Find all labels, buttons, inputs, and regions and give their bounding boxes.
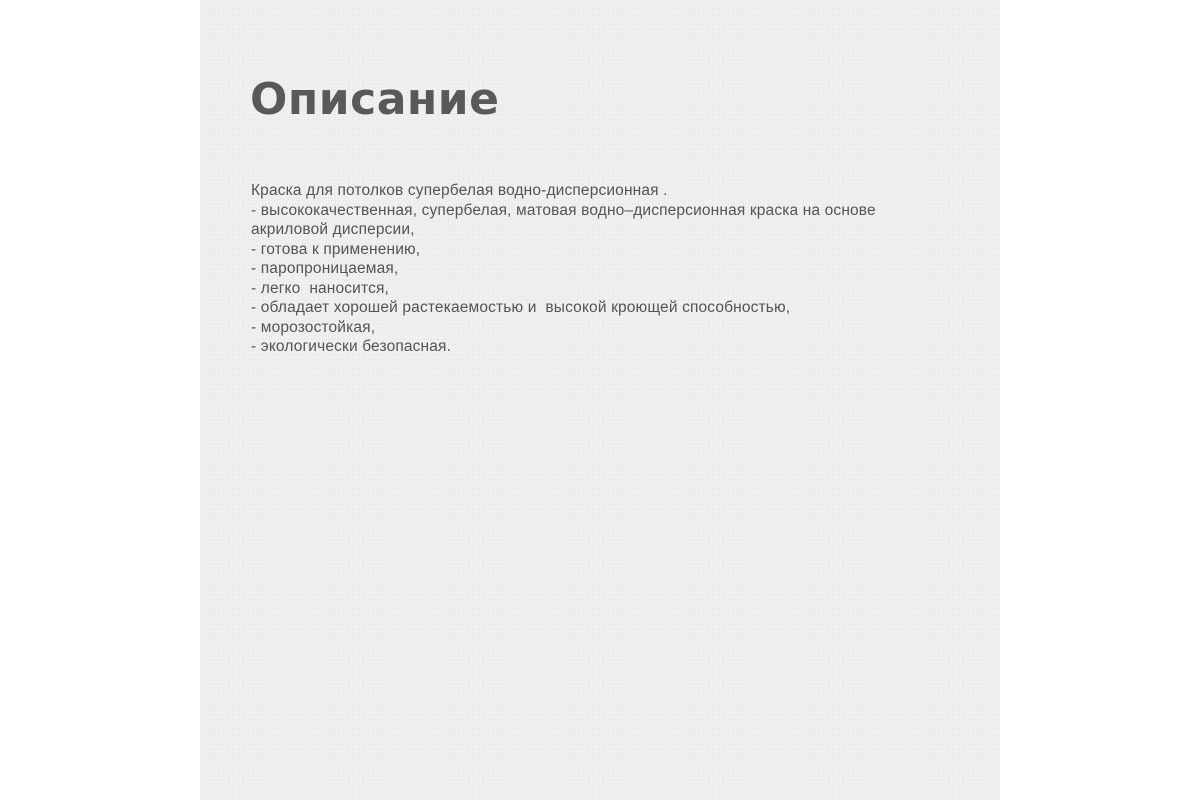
- description-intro: Краска для потолков супербелая водно-дисперсионная .: [251, 182, 668, 199]
- description-bullet-ready: - готова к применению,: [251, 240, 421, 258]
- description-bullet-vapor: - паропроницаемая,: [251, 260, 399, 277]
- description-bullet-quality-cont: акриловой дисперсии,: [251, 221, 415, 238]
- description-body: [251, 181, 991, 357]
- description-bullet-spread: - обладает хорошей растекаемостью и высокой кроющей способностью,: [251, 299, 791, 316]
- description-title: Описание: [250, 74, 500, 125]
- description-bullet-quality: - высококачественная, супербелая, матовая водно–дисперсионная краска на основе: [251, 201, 876, 219]
- description-bullet-eco: - экологически безопасная.: [251, 338, 452, 355]
- description-bullet-easy: - легко наносится,: [251, 279, 389, 297]
- description-bullet-frost: - морозостойкая,: [251, 318, 376, 336]
- description-card: [200, 0, 1000, 800]
